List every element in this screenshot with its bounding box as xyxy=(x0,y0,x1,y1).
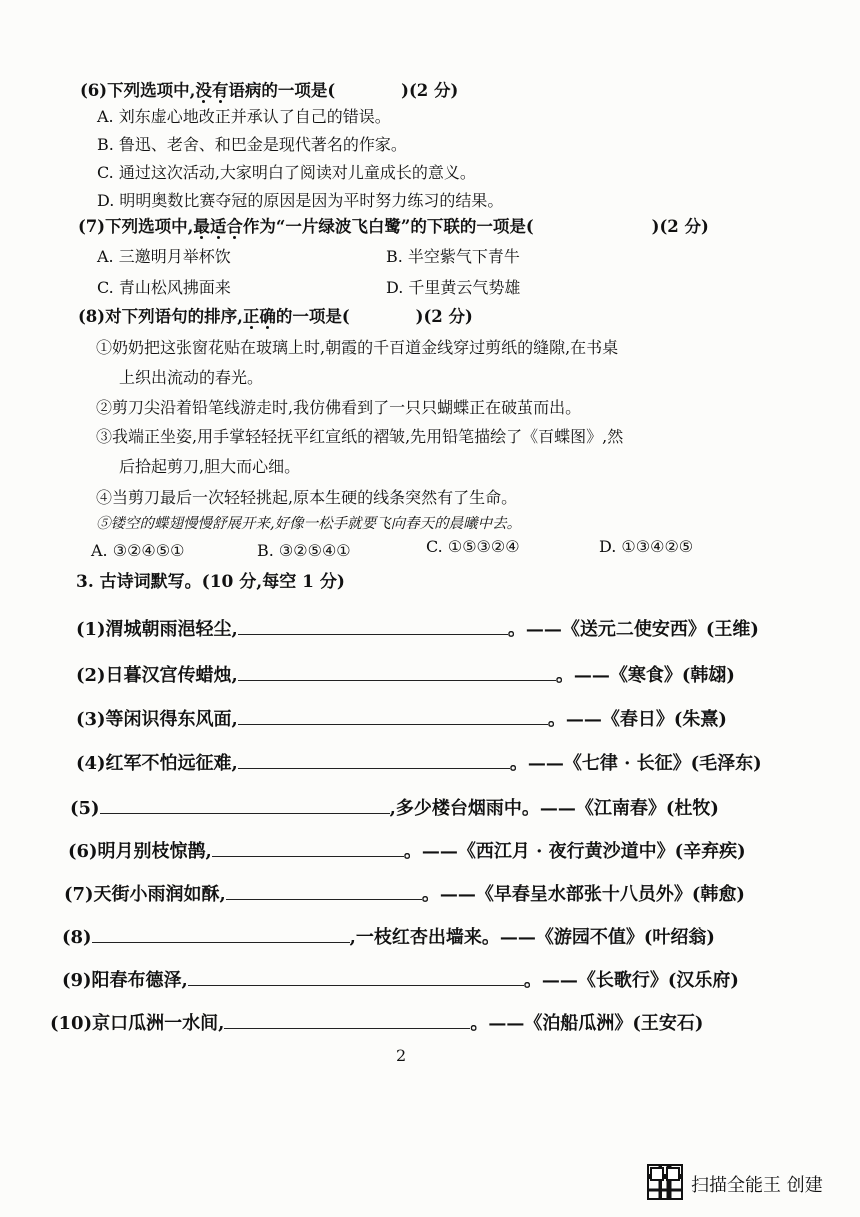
poem-4-source: 。——《七律 · 长征》(毛泽东) xyxy=(509,753,762,774)
q8-option-c: C. ①⑤③②④ xyxy=(426,537,520,556)
q7-option-a: A. 三邀明月举杯饮 xyxy=(97,247,231,266)
q7-option-b: B. 半空紫气下青牛 xyxy=(386,247,520,266)
poem-5-blank[interactable] xyxy=(100,797,390,814)
poem-2-prompt: (2)日暮汉宫传蜡烛, xyxy=(76,665,238,686)
q8-sentence-3-line-2: 后拾起剪刀,胆大而心细。 xyxy=(119,457,301,476)
poem-line-6 xyxy=(68,840,746,863)
poem-9-blank[interactable] xyxy=(188,969,524,986)
q8-sentence-5: ⑤镂空的蝶翅慢慢舒展开来,好像一松手就要飞向春天的晨曦中去。 xyxy=(96,516,522,532)
q8-sentence-1-line-1: ①奶奶把这张窗花贴在玻璃上时,朝霞的千百道金线穿过剪纸的缝隙,在书桌 xyxy=(96,338,619,357)
poem-6-prompt: (6)明月别枝惊鹊, xyxy=(68,841,212,862)
q7-points: )(2 分) xyxy=(651,217,709,236)
poem-8-blank[interactable] xyxy=(92,926,350,943)
q6-heading-post: 语病的一项是( xyxy=(228,81,336,100)
q6-emphasis-2: 有 xyxy=(211,81,229,100)
q8-emphasis-1: 正 xyxy=(242,307,260,326)
q8-emphasis-2: 确 xyxy=(259,307,276,326)
poem-9-prompt: (9)阳春布德泽, xyxy=(62,970,188,991)
q8-option-a: A. ③②④⑤① xyxy=(91,541,185,560)
q8-points: )(2 分) xyxy=(415,307,473,326)
poem-6-source: 。——《西江月 · 夜行黄沙道中》(辛弃疾) xyxy=(403,841,746,862)
poem-line-9 xyxy=(62,969,739,992)
poem-2-blank[interactable] xyxy=(238,664,556,681)
poem-10-blank[interactable] xyxy=(224,1012,470,1029)
poem-10-prompt: (10)京口瓜洲一水间, xyxy=(50,1013,225,1034)
q8-option-b: B. ③②⑤④① xyxy=(257,541,351,560)
q7-emphasis-2: 适 xyxy=(209,217,227,236)
poem-1-source: 。——《送元二使安西》(王维) xyxy=(507,619,759,640)
q8-heading-pre: (8)对下列语句的排序, xyxy=(78,307,243,326)
poem-3-prompt: (3)等闲识得东风面, xyxy=(76,709,238,730)
q6-points: )(2 分) xyxy=(401,81,459,100)
poem-7-source: 。——《早春呈水部张十八员外》(韩愈) xyxy=(421,884,745,905)
poem-9-source: 。——《长歌行》(汉乐府) xyxy=(523,970,739,991)
page-number: 2 xyxy=(396,1046,407,1065)
poem-line-8 xyxy=(62,926,715,949)
poem-4-blank[interactable] xyxy=(238,752,510,769)
q6-emphasis-1: 没 xyxy=(195,81,212,100)
q6-option-d: D. 明明奥数比赛夺冠的原因是因为平时努力练习的结果。 xyxy=(97,191,504,210)
q7-heading-post: 作为“一片绿波飞白鹭”的下联的一项是( xyxy=(242,217,534,236)
poem-8-source: ,一枝红杏出墙来。——《游园不值》(叶绍翁) xyxy=(349,927,715,948)
q7-option-c: C. 青山松风拂面来 xyxy=(97,278,231,297)
poem-3-source: 。——《春日》(朱熹) xyxy=(547,709,727,730)
scanner-watermark: 扫描全能王 创建 xyxy=(691,1175,823,1196)
q7-emphasis-1: 最 xyxy=(193,217,210,236)
poem-line-5 xyxy=(70,797,719,820)
poem-4-prompt: (4)红军不怕远征难, xyxy=(76,753,238,774)
q8-sentence-1-line-2: 上织出流动的春光。 xyxy=(119,368,264,387)
q7-heading-pre: (7)下列选项中, xyxy=(78,217,194,236)
poem-1-blank[interactable] xyxy=(238,618,508,635)
q6-option-c: C. 通过这次活动,大家明白了阅读对儿童成长的意义。 xyxy=(97,163,476,182)
q6-heading xyxy=(80,80,458,102)
q8-option-d: D. ①③④②⑤ xyxy=(599,537,694,556)
poem-line-4 xyxy=(76,752,762,775)
poem-2-source: 。——《寒食》(韩翃) xyxy=(555,665,735,686)
q8-heading-post: 的一项是( xyxy=(275,307,350,326)
q8-sentence-4: ④当剪刀最后一次轻轻挑起,原本生硬的线条突然有了生命。 xyxy=(96,488,518,507)
poem-1-prompt: (1)渭城朝雨浥轻尘, xyxy=(76,619,238,640)
poem-8-prompt: (8) xyxy=(62,927,92,948)
q6-option-a: A. 刘东虚心地改正并承认了自己的错误。 xyxy=(97,107,391,126)
poem-line-7 xyxy=(64,883,745,906)
qr-code-icon xyxy=(647,1164,683,1200)
poem-5-source: ,多少楼台烟雨中。——《江南春》(杜牧) xyxy=(389,798,719,819)
q7-heading xyxy=(78,216,709,238)
poem-7-prompt: (7)天街小雨润如酥, xyxy=(64,884,226,905)
poem-5-prompt: (5) xyxy=(70,798,100,819)
poem-line-2 xyxy=(76,664,735,687)
q7-emphasis-3: 合 xyxy=(226,217,243,236)
q7-option-d: D. 千里黄云气势雄 xyxy=(386,278,521,297)
q6-heading-pre: (6)下列选项中, xyxy=(80,81,196,100)
poem-7-blank[interactable] xyxy=(226,883,422,900)
poem-6-blank[interactable] xyxy=(212,840,404,857)
q8-sentence-3-line-1: ③我端正坐姿,用手掌轻轻抚平红宣纸的褶皱,先用铅笔描绘了《百蝶图》,然 xyxy=(96,427,624,446)
q8-heading xyxy=(78,306,473,328)
poem-line-10 xyxy=(50,1012,703,1035)
q6-option-b: B. 鲁迅、老舍、和巴金是现代著名的作家。 xyxy=(97,135,407,154)
q8-sentence-2: ②剪刀尖沿着铅笔线游走时,我仿佛看到了一只只蝴蝶正在破茧而出。 xyxy=(96,398,582,417)
section-3-title: 3. 古诗词默写。(10 分,每空 1 分) xyxy=(76,572,345,592)
poem-3-blank[interactable] xyxy=(238,708,548,725)
poem-line-1 xyxy=(76,618,759,641)
poem-10-source: 。——《泊船瓜洲》(王安石) xyxy=(470,1013,704,1034)
poem-line-3 xyxy=(76,708,727,731)
